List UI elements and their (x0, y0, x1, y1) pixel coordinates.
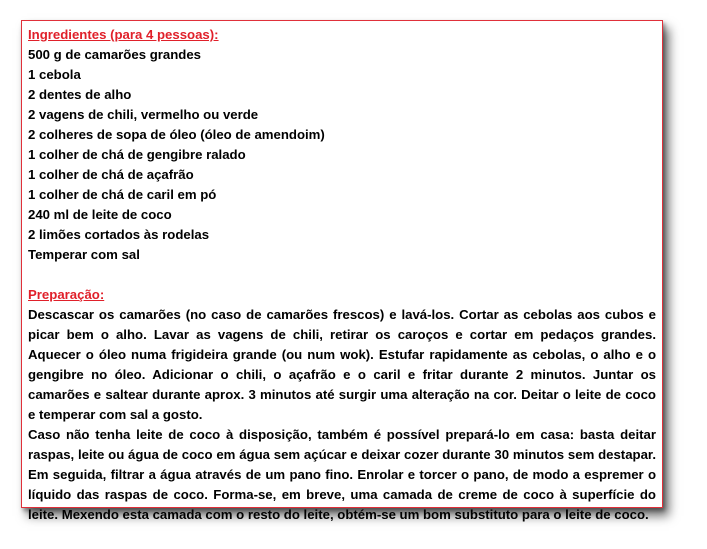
ingredient-item: Temperar com sal (28, 247, 140, 262)
ingredient-item: 1 colher de chá de açafrão (28, 167, 194, 182)
preparation-heading: Preparação: (28, 287, 105, 302)
ingredients-heading: Ingredientes (para 4 pessoas): (28, 27, 219, 42)
ingredient-item: 2 colheres de sopa de óleo (óleo de amendoim) (28, 127, 325, 142)
ingredient-item: 500 g de camarões grandes (28, 47, 201, 62)
preparation-paragraph-2: Caso não tenha leite de coco à disposição, também é possível prepará-lo em casa: basta deitar raspas, leite ou água de coco em água sem açúcar e deixar cozer durante 30 minutos sem destapar. Em seguida, filtrar a água através de um pano fino. Enrolar e torcer o pano, de modo a espremer o líquido das raspas de coco. Forma-se, em breve, uma camada de creme de coco à superfície do leite. Mexendo esta camada com o resto do leite, obtém-se um bom substituto para o leite de coco. (28, 427, 656, 522)
recipe-card (21, 20, 663, 522)
ingredient-item: 1 cebola (28, 67, 81, 82)
ingredient-item: 1 colher de chá de gengibre ralado (28, 147, 246, 162)
ingredient-item: 240 ml de leite de coco (28, 207, 172, 222)
ingredient-item: 1 colher de chá de caril em pó (28, 187, 217, 202)
preparation-paragraph-1: Descascar os camarões (no caso de camarões frescos) e lavá-los. Cortar as cebolas aos cubos e picar bem o alho. Lavar as vagens de chili, retirar os caroços e cortar em pedaços grandes. Aquecer o óleo numa frigideira grande (ou num wok). Estufar rapidamente as cebolas, o alho e o gengibre no óleo. Adicionar o chili, o açafrão e o caril e fritar durante 2 minutos. Juntar os camarões e saltear durante aprox. 3 minutos até surgir uma alteração na cor. Deitar o leite de coco e temperar com sal a gosto. (28, 307, 656, 422)
ingredient-item: 2 limões cortados às rodelas (28, 227, 210, 242)
section-spacer (28, 265, 656, 285)
ingredient-item: 2 vagens de chili, vermelho ou verde (28, 107, 259, 122)
ingredient-item: 2 dentes de alho (28, 87, 132, 102)
ingredients-list (28, 45, 656, 265)
